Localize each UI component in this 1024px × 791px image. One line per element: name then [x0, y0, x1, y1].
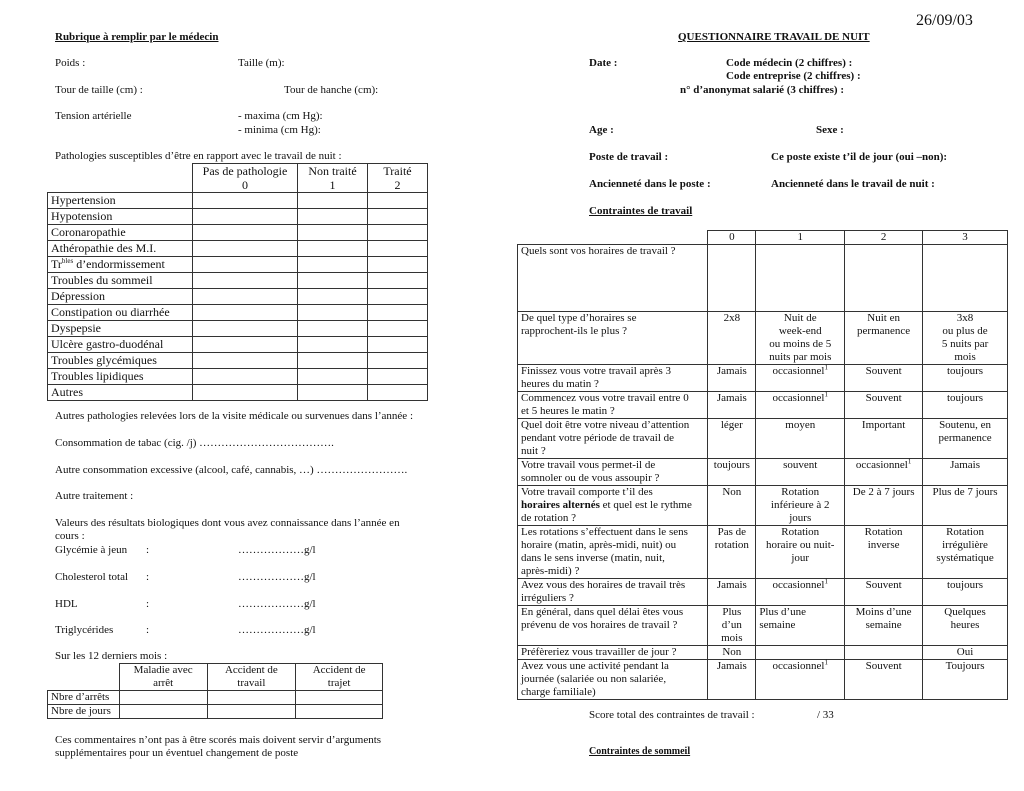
answer-cell[interactable]: léger [708, 419, 756, 459]
autres-pathologies-label: Autres pathologies relevées lors de la visite médicale ou survenues dans l’année : [55, 410, 413, 422]
anonymat-label: n° d’anonymat salarié (3 chiffres) : [680, 84, 844, 96]
contraintes-title: Contraintes de travail [589, 205, 693, 217]
question-row [518, 660, 1008, 700]
question-row [518, 526, 1008, 579]
code-entreprise-label: Code entreprise (2 chiffres) : [726, 70, 861, 82]
question-row [518, 365, 1008, 392]
answer-cell[interactable]: Rotation inférieure à 2 jours [756, 486, 845, 526]
months-row [48, 691, 383, 705]
pathology-row [48, 369, 428, 385]
code-medecin-label: Code médecin (2 chiffres) : [726, 57, 853, 69]
checkbox-cell[interactable] [298, 321, 368, 337]
poste-jour-label: Ce poste existe t’il de jour (oui –non): [771, 151, 948, 163]
bio-value: ………………g/l [238, 598, 316, 610]
score-col-header: 2 [845, 231, 923, 245]
pathology-label: Troubles lipidiques [48, 369, 193, 385]
constraints-table [517, 230, 1008, 700]
answer-cell[interactable]: Quelques heures [923, 606, 1008, 646]
doctor-section-heading: Rubrique à remplir par le médecin [55, 31, 219, 43]
header-untreated: Non traité 1 [298, 164, 368, 193]
pathology-label: Troubles du sommeil [48, 273, 193, 289]
score-label: Score total des contraintes de travail : [589, 709, 755, 721]
pathology-label: Autres [48, 385, 193, 401]
answer-cell[interactable]: Souvent [845, 660, 923, 700]
answer-cell[interactable]: Toujours [923, 660, 1008, 700]
score-header-row [518, 231, 1008, 245]
answer-cell[interactable]: Oui [923, 646, 1008, 660]
header-accident-travail: Accident de travail [207, 664, 296, 691]
pathology-row [48, 321, 428, 337]
input-cell[interactable] [119, 705, 207, 719]
answer-cell[interactable]: 3x8 ou plus de 5 nuits par mois [923, 312, 1008, 365]
poids-label: Poids : [55, 57, 86, 69]
question-text: Avez vous des horaires de travail très irréguliers ? [518, 579, 708, 606]
score-col-header: 1 [756, 231, 845, 245]
pathology-label: Coronaropathie [48, 225, 193, 241]
pathology-row [48, 353, 428, 369]
bio-label: HDL [55, 598, 78, 610]
anciennete-nuit-label: Ancienneté dans le travail de nuit : [771, 178, 935, 190]
checkbox-cell[interactable] [368, 273, 428, 289]
checkbox-cell[interactable] [368, 385, 428, 401]
pathology-row [48, 193, 428, 209]
answer-cell[interactable]: Soutenu, en permanence [923, 419, 1008, 459]
tabac-label: Consommation de tabac (cig. /j) ………………………………. [55, 437, 334, 449]
answer-cell[interactable]: Rotation horaire ou nuit- jour [756, 526, 845, 579]
answer-cell[interactable]: Souvent [845, 365, 923, 392]
months-header-row [48, 664, 383, 691]
checkbox-cell[interactable] [368, 241, 428, 257]
question-row [518, 312, 1008, 365]
taille-label: Taille (m): [238, 57, 285, 69]
header-accident-trajet: Accident de trajet [296, 664, 383, 691]
answer-cell[interactable]: Souvent [845, 392, 923, 419]
checkbox-cell[interactable] [298, 257, 368, 273]
checkbox-cell[interactable] [298, 225, 368, 241]
checkbox-cell[interactable] [298, 273, 368, 289]
answer-cell[interactable]: occasionnel$^1$ [845, 459, 923, 486]
input-cell[interactable] [119, 691, 207, 705]
answer-cell[interactable]: Plus d’un mois [708, 606, 756, 646]
checkbox-cell[interactable] [193, 225, 298, 241]
answer-cell[interactable]: Nuit de week-end ou moins de 5 nuits par mois [756, 312, 845, 365]
checkbox-cell[interactable] [193, 257, 298, 273]
checkbox-cell[interactable] [193, 193, 298, 209]
answer-cell[interactable]: moyen [756, 419, 845, 459]
checkbox-cell[interactable] [368, 225, 428, 241]
answer-cell[interactable]: Jamais [923, 459, 1008, 486]
pathologies-intro: Pathologies susceptibles d’être en rapport avec le travail de nuit : [55, 150, 342, 162]
bio-colon: : [146, 544, 150, 556]
bio-label: Triglycérides [55, 624, 114, 636]
score-col-header: 0 [708, 231, 756, 245]
date-label: Date : [589, 57, 618, 69]
answer-cell[interactable] [756, 646, 845, 660]
poste-label: Poste de travail : [589, 151, 669, 163]
question-text: En général, dans quel délai êtes vous prévenu de vos horaires de travail ? [518, 606, 708, 646]
pathology-label: Athéropathie des M.I. [48, 241, 193, 257]
empty-header-cell [48, 164, 193, 193]
pathology-label: Constipation ou diarrhée [48, 305, 193, 321]
empty-header-cell [518, 231, 708, 245]
checkbox-cell[interactable] [193, 241, 298, 257]
header-maladie: Maladie avec arrêt [119, 664, 207, 691]
question-row [518, 579, 1008, 606]
pathology-label: Ulcère gastro-duodénal [48, 337, 193, 353]
bio-colon: : [146, 598, 150, 610]
question-text: Votre travail comporte t’il des horaires alternés et quel est le rythme de rotation ? [518, 486, 708, 526]
pathology-label: Troubles glycémiques [48, 353, 193, 369]
months-table [47, 663, 383, 719]
pathology-row [48, 209, 428, 225]
comment-line2: supplémentaires pour un éventuel changement de poste [55, 747, 299, 759]
pathologies-table [47, 163, 428, 401]
answer-cell[interactable]: Jamais [708, 660, 756, 700]
checkbox-cell[interactable] [193, 273, 298, 289]
pathology-row [48, 305, 428, 321]
pathology-label: Dyspepsie [48, 321, 193, 337]
score-col-header: 3 [923, 231, 1008, 245]
question-text: Avez vous une activité pendant la journée (salariée ou non salariée, charge familiale) [518, 660, 708, 700]
answer-cell[interactable] [845, 646, 923, 660]
bio-label: Cholesterol total [55, 571, 129, 583]
question-text: Quel doit être votre niveau d’attention pendant votre période de travail de nuit ? [518, 419, 708, 459]
checkbox-cell[interactable] [368, 209, 428, 225]
question-text: Votre travail vous permet-il de somnoler ou de vous assoupir ? [518, 459, 708, 486]
answer-cell[interactable]: Jamais [708, 392, 756, 419]
questionnaire-title: QUESTIONNAIRE TRAVAIL DE NUIT [678, 31, 870, 43]
empty-header-cell [48, 664, 120, 691]
answer-cell[interactable]: Nuit en permanence [845, 312, 923, 365]
answer-cell[interactable]: toujours [923, 579, 1008, 606]
input-cell[interactable] [207, 691, 296, 705]
pathologies-header-row [48, 164, 428, 193]
checkbox-cell[interactable] [368, 353, 428, 369]
question-row [518, 606, 1008, 646]
pathology-row [48, 257, 428, 273]
header-treated: Traité 2 [368, 164, 428, 193]
checkbox-cell[interactable] [298, 385, 368, 401]
question-row [518, 419, 1008, 459]
answer-cell[interactable] [923, 245, 1008, 312]
answer-cell[interactable]: Non [708, 486, 756, 526]
sommeil-title: Contraintes de sommeil [589, 746, 691, 757]
pathology-row [48, 337, 428, 353]
answer-cell[interactable]: Non [708, 646, 756, 660]
months-row-label: Nbre de jours [48, 705, 120, 719]
answer-cell[interactable]: toujours [923, 392, 1008, 419]
bio-value: ………………g/l [238, 571, 316, 583]
traitement-label: Autre traitement : [55, 490, 134, 502]
input-cell[interactable] [296, 691, 383, 705]
months-row [48, 705, 383, 719]
answer-cell[interactable]: 2x8 [708, 312, 756, 365]
checkbox-cell[interactable] [298, 337, 368, 353]
tension-label: Tension artérielle [55, 110, 132, 122]
checkbox-cell[interactable] [193, 289, 298, 305]
checkbox-cell[interactable] [298, 209, 368, 225]
answer-cell[interactable]: occasionnel$^1$ [756, 660, 845, 700]
checkbox-cell[interactable] [298, 241, 368, 257]
age-label: Age : [589, 124, 614, 136]
checkbox-cell[interactable] [368, 257, 428, 273]
pathology-label: Dépression [48, 289, 193, 305]
checkbox-cell[interactable] [368, 193, 428, 209]
checkbox-cell[interactable] [368, 369, 428, 385]
header-no-pathology: Pas de pathologie 0 [193, 164, 298, 193]
pathology-label: $Tr^{bles}$ d’endormissement [48, 257, 193, 273]
valeurs-label-line1: Valeurs des résultats biologiques dont vous avez connaissance dans l’année en [55, 517, 400, 529]
bio-colon: : [146, 624, 150, 636]
answer-cell[interactable]: Plus d’une semaine [756, 606, 845, 646]
months-row-label: Nbre d’arrêts [48, 691, 120, 705]
checkbox-cell[interactable] [368, 321, 428, 337]
checkbox-cell[interactable] [298, 193, 368, 209]
question-text: De quel type d’horaires se rapprochent-ils le plus ? [518, 312, 708, 365]
pathology-label: Hypotension [48, 209, 193, 225]
checkbox-cell[interactable] [193, 369, 298, 385]
checkbox-cell[interactable] [193, 385, 298, 401]
question-text: Les rotations s’effectuent dans le sens horaire (matin, après-midi, nuit) ou dans le sens inverse (matin, nuit, après-midi) ? [518, 526, 708, 579]
pathology-row [48, 385, 428, 401]
checkbox-cell[interactable] [368, 337, 428, 353]
question-text: Commencez vous votre travail entre 0 et 5 heures le matin ? [518, 392, 708, 419]
anciennete-poste-label: Ancienneté dans le poste : [589, 178, 711, 190]
question-row [518, 245, 1008, 312]
bio-label: Glycémie à jeun [55, 544, 128, 556]
checkbox-cell[interactable] [193, 305, 298, 321]
answer-cell[interactable]: De 2 à 7 jours [845, 486, 923, 526]
comment-line1: Ces commentaires n’ont pas à être scorés mais doivent servir d’arguments [55, 734, 382, 746]
pathology-row [48, 225, 428, 241]
minima-label: - minima (cm Hg): [238, 124, 321, 136]
answer-cell[interactable]: occasionnel$^1$ [756, 579, 845, 606]
answer-cell[interactable]: Rotation inverse [845, 526, 923, 579]
score-max: / 33 [817, 709, 834, 721]
answer-cell[interactable]: Rotation irrégulière systématique [923, 526, 1008, 579]
date-stamp: 26/09/03 [916, 12, 973, 29]
answer-cell[interactable] [756, 245, 845, 312]
autre-conso-label: Autre consommation excessive (alcool, café, cannabis, …) ……………………. [55, 464, 408, 476]
months-title: Sur les 12 derniers mois : [55, 650, 168, 662]
answer-cell[interactable]: occasionnel$^1$ [756, 365, 845, 392]
pathology-row [48, 273, 428, 289]
answer-cell[interactable]: Plus de 7 jours [923, 486, 1008, 526]
checkbox-cell[interactable] [298, 305, 368, 321]
question-row [518, 646, 1008, 660]
pathology-label: Hypertension [48, 193, 193, 209]
checkbox-cell[interactable] [193, 321, 298, 337]
answer-cell[interactable]: toujours [708, 459, 756, 486]
answer-cell[interactable]: Moins d’une semaine [845, 606, 923, 646]
input-cell[interactable] [207, 705, 296, 719]
answer-cell[interactable] [845, 245, 923, 312]
answer-cell[interactable]: Pas de rotation [708, 526, 756, 579]
checkbox-cell[interactable] [368, 305, 428, 321]
answer-cell[interactable]: toujours [923, 365, 1008, 392]
pathology-row [48, 241, 428, 257]
checkbox-cell[interactable] [193, 337, 298, 353]
answer-cell[interactable]: souvent [756, 459, 845, 486]
bio-value: ………………g/l [238, 544, 316, 556]
bio-value: ………………g/l [238, 624, 316, 636]
question-text: Finissez vous votre travail après 3 heures du matin ? [518, 365, 708, 392]
answer-cell[interactable]: Important [845, 419, 923, 459]
tour-taille-label: Tour de taille (cm) : [55, 84, 143, 96]
checkbox-cell[interactable] [193, 353, 298, 369]
answer-cell[interactable]: occasionnel$^1$ [756, 392, 845, 419]
maxima-label: - maxima (cm Hg): [238, 110, 323, 122]
checkbox-cell[interactable] [298, 353, 368, 369]
question-text: Quels sont vos horaires de travail ? [518, 245, 708, 312]
checkbox-cell[interactable] [193, 209, 298, 225]
question-text: Préfèreriez vous travailler de jour ? [518, 646, 708, 660]
checkbox-cell[interactable] [298, 289, 368, 305]
input-cell[interactable] [296, 705, 383, 719]
answer-cell[interactable]: Jamais [708, 579, 756, 606]
checkbox-cell[interactable] [368, 289, 428, 305]
valeurs-label-line2: cours : [55, 530, 85, 542]
bio-colon: : [146, 571, 150, 583]
question-row [518, 392, 1008, 419]
question-row [518, 459, 1008, 486]
pathology-row [48, 289, 428, 305]
answer-cell[interactable] [708, 245, 756, 312]
answer-cell[interactable]: Jamais [708, 365, 756, 392]
checkbox-cell[interactable] [298, 369, 368, 385]
answer-cell[interactable]: Souvent [845, 579, 923, 606]
tour-hanche-label: Tour de hanche (cm): [284, 84, 379, 96]
question-row [518, 486, 1008, 526]
sexe-label: Sexe : [816, 124, 844, 136]
